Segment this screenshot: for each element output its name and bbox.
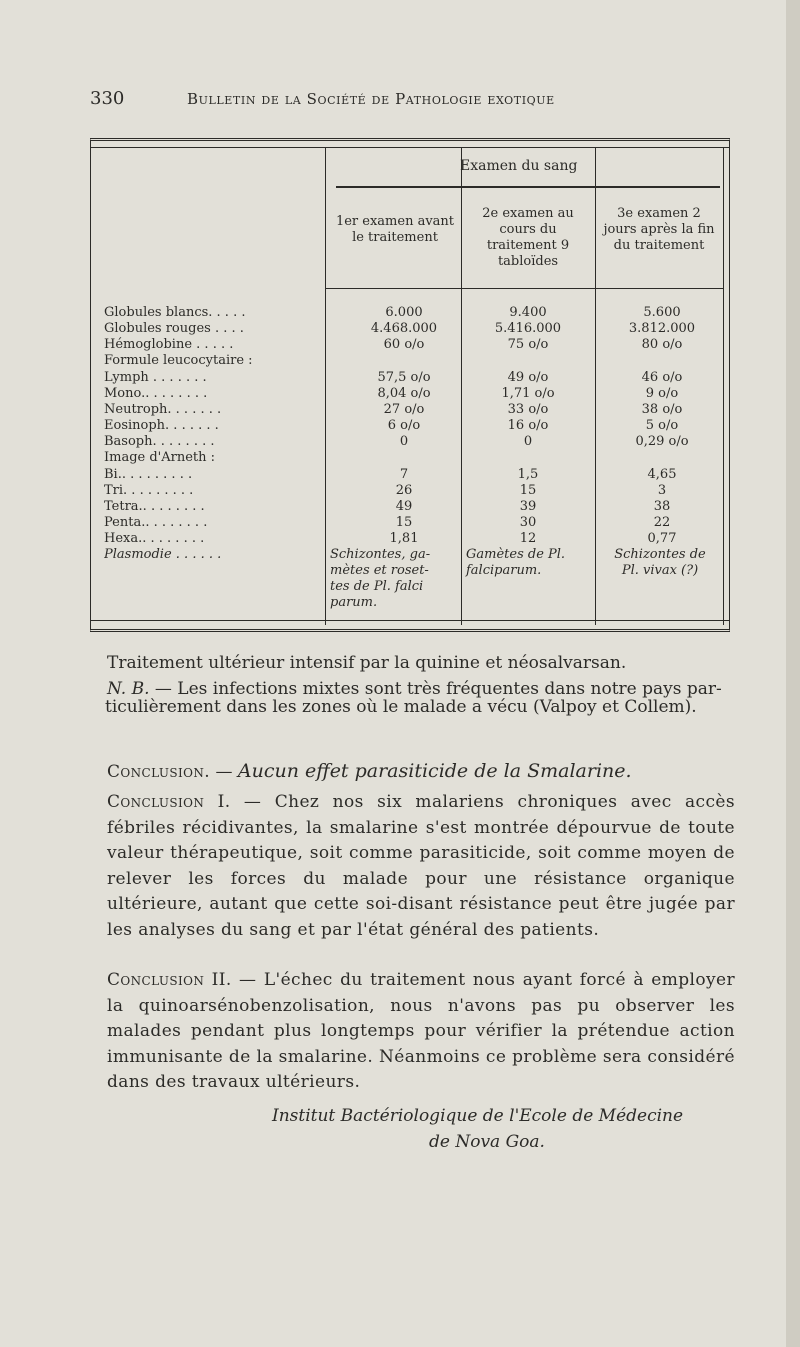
cell-exam2: 75 o/o (507, 337, 549, 352)
table-row (104, 483, 720, 499)
cell-exam3: 38 (653, 499, 671, 514)
cell-exam2: 5.416.000 (494, 321, 562, 336)
col-header-2: 2e examen au cours du traitement 9 tabloïdes (482, 206, 574, 269)
cell-exam1: 6.000 (385, 305, 423, 320)
group-brace (336, 186, 720, 192)
row-label: Bi.. . . . . . . . . (104, 467, 193, 482)
cell-exam3: 22 (653, 515, 671, 530)
table-row (104, 402, 720, 418)
cell-line: falciparum. (466, 563, 542, 578)
plasmodie-exam1 (330, 547, 458, 611)
cell-exam3: 46 o/o (641, 370, 683, 385)
cell-exam1: 26 (395, 483, 413, 498)
row-label: Lymph . . . . . . . (104, 370, 207, 385)
nb-label: N. B. (107, 679, 150, 699)
conclusion-1-label: Conclusion I. (107, 792, 231, 812)
cell-exam2: 0 (523, 434, 533, 449)
row-label: Hémoglobine . . . . . (104, 337, 234, 352)
row-label: Hexa.. . . . . . . . (104, 531, 205, 546)
row-label: Tetra.. . . . . . . . (104, 499, 205, 514)
nb-text-1: — Les infections mixtes sont très fréquentes dans notre pays par- (149, 679, 722, 699)
page-header (90, 88, 730, 118)
cell-line: Schizontes, ga- (330, 547, 431, 562)
cell-exam3: 5 o/o (645, 418, 679, 433)
cell-exam1: 6 o/o (387, 418, 421, 433)
cell-exam2: 12 (519, 531, 537, 546)
cell-line: tes de Pl. falci (330, 579, 424, 594)
col-header-1: 1er examen avant le traitement (335, 214, 455, 245)
cell-exam1: 60 o/o (383, 337, 425, 352)
plasmodie-exam2 (466, 547, 594, 579)
cell-line: Pl. vivax (?) (621, 563, 699, 578)
row-label: Tri. . . . . . . . . (104, 483, 194, 498)
conclusion-1-text: — Chez nos six malariens chroniques avec accès fébriles récidivantes, la smalarine s'est montrée dépourvue de toute valeur thérapeutique, soit comme parasiticide, soit comme moyen de relever les forces du malade pour une résistance organique ultérieure, autant que cette soi-disant résistance peut être jugée par les analyses du sang et par l'état général des patients. (107, 792, 735, 940)
conclusion-label: Conclusion. (107, 762, 211, 782)
table-inner-bottom (90, 620, 730, 621)
cell-exam2: 30 (519, 515, 537, 530)
conclusion-text: Aucun effet parasiticide de la Smalarine. (237, 760, 632, 782)
running-title: Bulletin de la Société de Pathologie exotique (187, 90, 555, 108)
row-label: Globules rouges . . . . (104, 321, 244, 336)
cell-line: Gamètes de Pl. (466, 547, 566, 562)
table-row (104, 531, 720, 547)
cell-exam3: 3 (657, 483, 667, 498)
cell-exam1: 1,81 (389, 531, 419, 546)
cell-exam1: 27 o/o (383, 402, 425, 417)
cell-exam3: 0,77 (647, 531, 677, 546)
cell-exam3: 9 o/o (645, 386, 679, 401)
cell-exam1: 8,04 o/o (377, 386, 431, 401)
row-label: Penta.. . . . . . . . (104, 515, 208, 530)
table-row (104, 434, 720, 450)
cell-exam3: 4,65 (647, 467, 677, 482)
cell-exam1: 15 (395, 515, 413, 530)
row-label: Basoph. . . . . . . . (104, 434, 215, 449)
cell-exam2: 49 o/o (507, 370, 549, 385)
conclusion-2-label: Conclusion II. (107, 970, 232, 990)
table-row (104, 467, 720, 483)
page-number: 330 (90, 88, 125, 109)
plasmodie-exam3 (598, 547, 722, 579)
signature-line-1: Institut Bactériologique de l'Ecole de Médecine (272, 1106, 684, 1126)
table-row (104, 353, 720, 369)
row-label: Image d'Arneth : (104, 450, 216, 465)
cell-exam3: 3.812.000 (628, 321, 696, 336)
cell-exam2: 1,5 (517, 467, 539, 482)
row-label: Mono.. . . . . . . . (104, 386, 208, 401)
cell-exam1: 57,5 o/o (377, 370, 431, 385)
row-label: Eosinoph. . . . . . . (104, 418, 219, 433)
conclusion-2-text: — L'échec du traitement nous ayant forcé à employer la quinoarsénobenzolisation, nous n'avons pas pu observer les malades pendant plus longtemps pour vérifier la prétendue action immunisante de la smalarine. Néanmoins ce problème sera considéré dans des travaux ultérieurs. (107, 970, 735, 1092)
table-row (104, 370, 720, 386)
cell-exam1: 49 (395, 499, 413, 514)
cell-exam1: 7 (399, 467, 409, 482)
cell-line: parum. (330, 595, 378, 610)
col-header-3: 3e examen 2 jours après la fin du traitement (603, 206, 715, 253)
conclusion: Conclusion. — Aucun effet parasiticide de la Smalarine. (107, 760, 632, 782)
table-inner-top (90, 147, 730, 148)
group-header: Examen du sang (460, 158, 578, 174)
nb-text-2: ticulièrement dans les zones où le malade a vécu (Valpoy et Collem). (105, 697, 697, 717)
scan-edge (786, 0, 800, 1347)
row-label: Neutroph. . . . . . . (104, 402, 222, 417)
signature-line-2: de Nova Goa. (429, 1132, 545, 1152)
cell-exam2: 33 o/o (507, 402, 549, 417)
row-label: Formule leucocytaire : (104, 353, 253, 368)
table-inner-right (723, 147, 724, 625)
table-row (104, 499, 720, 515)
cell-exam3: 0,29 o/o (635, 434, 689, 449)
cell-exam3: 80 o/o (641, 337, 683, 352)
table-row (104, 337, 720, 353)
cell-line: mètes et roset- (330, 563, 429, 578)
cell-line: Schizontes de (614, 547, 706, 562)
conclusion-2 (107, 968, 735, 1096)
table-row (104, 321, 720, 337)
cell-exam3: 5.600 (643, 305, 681, 320)
table-row (104, 450, 720, 466)
cell-exam2: 15 (519, 483, 537, 498)
table-row (104, 418, 720, 434)
cell-exam2: 1,71 o/o (501, 386, 555, 401)
cell-exam2: 9.400 (509, 305, 547, 320)
row-label: Plasmodie . . . . . . (104, 547, 222, 562)
table-header-rule (325, 288, 723, 289)
treatment-line: Traitement ultérieur intensif par la quinine et néosalvarsan. (107, 653, 627, 673)
row-label: Globules blancs. . . . . (104, 305, 246, 320)
cell-exam1: 0 (399, 434, 409, 449)
table-row (104, 386, 720, 402)
cell-exam2: 39 (519, 499, 537, 514)
cell-exam1: 4.468.000 (370, 321, 438, 336)
cell-exam2: 16 o/o (507, 418, 549, 433)
table-row (104, 515, 720, 531)
cell-exam3: 38 o/o (641, 402, 683, 417)
table-row (104, 305, 720, 321)
conclusion-1 (107, 790, 735, 943)
